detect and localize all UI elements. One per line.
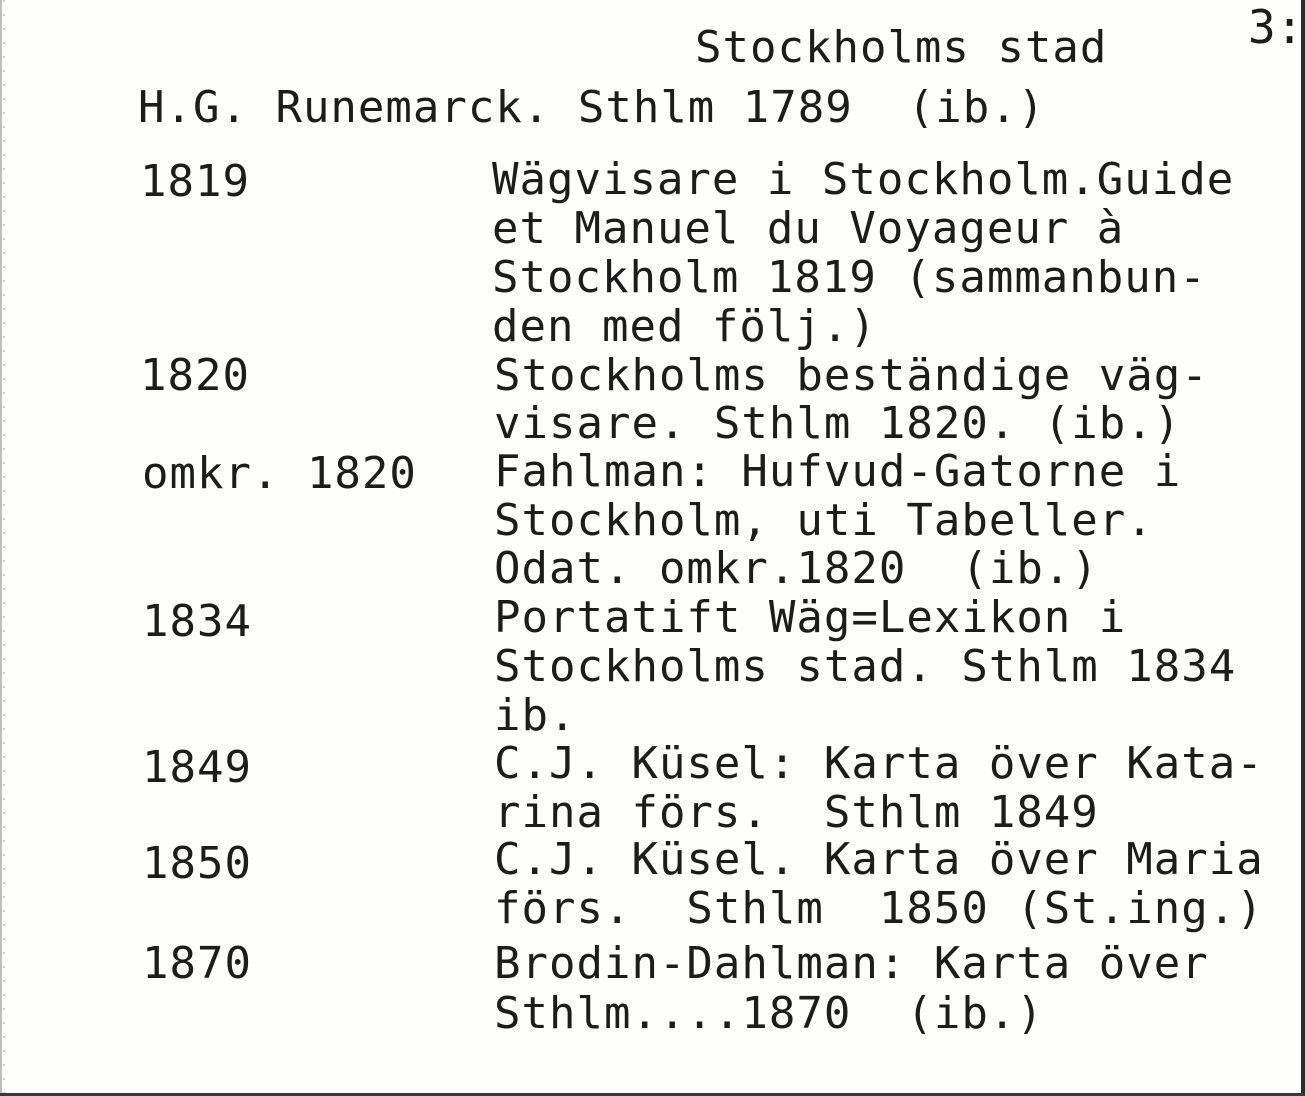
entry-line: C.J. Küsel. Karta över Maria: [494, 834, 1264, 885]
card-heading: Stockholms stad: [695, 22, 1108, 73]
entry-year: 1819: [140, 156, 250, 207]
entry-line: rina förs. Sthlm 1849: [494, 787, 1099, 838]
entry-line: den med följ.): [492, 301, 877, 352]
entry-year: 1820: [140, 350, 250, 401]
entry-year: omkr. 1820: [142, 448, 417, 499]
entry-line: Portatift Wäg=Lexikon i: [494, 592, 1127, 643]
entry-year: 1870: [142, 938, 252, 989]
entry-line: Fahlman: Hufvud-Gatorne i: [494, 446, 1182, 497]
card-left-edge: [0, 0, 2, 1096]
entry-year: 1849: [142, 742, 252, 793]
entry-line: Stockholm, uti Tabeller.: [494, 495, 1154, 546]
entry-year: 1834: [142, 596, 252, 647]
entry-line: Sthlm....1870 (ib.): [494, 988, 1044, 1039]
entry-line: ib.: [494, 690, 577, 741]
card-right-edge: [1301, 0, 1305, 1096]
entry-line: Odat. omkr.1820 (ib.): [494, 543, 1099, 594]
entry-year: 1850: [142, 838, 252, 889]
entry-line: Wägvisare i Stockholm.Guide: [492, 154, 1235, 205]
entry-line: förs. Sthlm 1850 (St.ing.): [494, 883, 1264, 934]
entry-line: Stockholms stad. Sthlm 1834: [494, 641, 1237, 692]
entry-line: C.J. Küsel: Karta över Kata-: [494, 738, 1264, 789]
entry-line: visare. Sthlm 1820. (ib.): [494, 398, 1182, 449]
card-number: 3:: [1248, 0, 1304, 54]
entry-line: Stockholms beständige väg-: [494, 350, 1209, 401]
entry-line: et Manuel du Voyageur à: [492, 203, 1125, 254]
first-entry: H.G. Runemarck. Sthlm 1789 (ib.): [138, 82, 1046, 133]
entry-line: Stockholm 1819 (sammanbun-: [492, 252, 1207, 303]
entry-line: Brodin-Dahlman: Karta över: [494, 938, 1209, 989]
card-perforation: [3, 0, 5, 1096]
